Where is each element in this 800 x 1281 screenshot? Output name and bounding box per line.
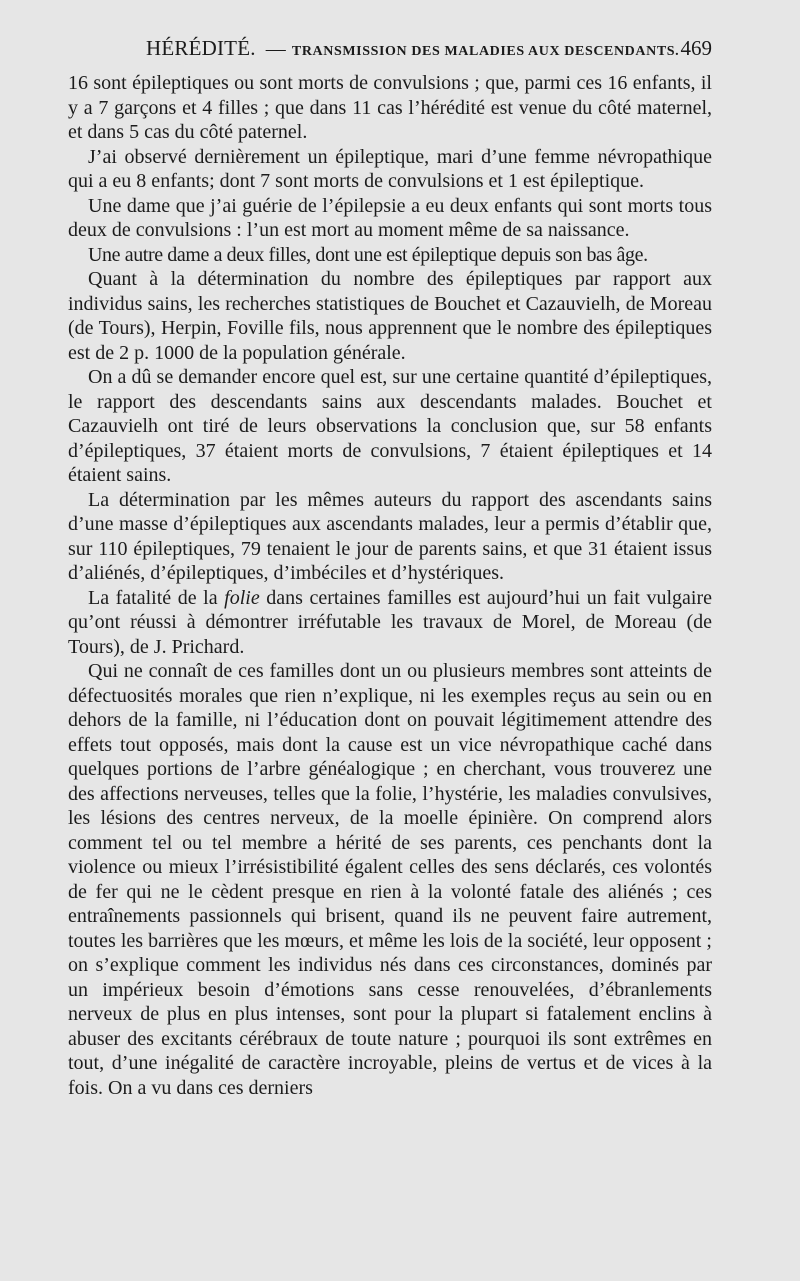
paragraph-text: Qui ne connaît de ces familles dont un ou plusieurs membres sont atteints de défectuosités morales que rien n’explique, ni les exemples reçus au sein ou en dehors de la famille, ni l’éducation dont on pouvait légitimement attendre des effets tout opposés, mais dont la cause est un vice névropathique caché dans quelques portions de l’arbre généalogique ; en cherchant, vous trouverez une des affections nerveuses, telles que la folie, l’hystérie, les maladies convulsives, les lésions des centres nerveux, de la moelle épinière. On comprend alors comment tel ou tel membre a hérité de ses parents, ces penchants dont la violence ou mieux l’irrésistibilité égalent celles des sens déclarés, ces volontés de fer qui ne le cèdent presque en rien à la volonté fatale des aliénés ; ces entraînements passionnels qui brisent, quand ils ne peuvent faire autrement, toutes les barrières que les mœurs, et même les lois de la société, leur opposent ; on s’explique comment les individus nés dans ces circonstances, dominés par un impérieux besoin d’émotions sans cesse renouvelées, d’ébranlements nerveux de plus en plus intenses, sont pour la plupart si fatalement enclins à abuser des excitants cérébraux de toute nature ; pourquoi ils sont extrêmes en tout, d’une inégalité de caractère incroyable, pleins de vertus et de vices à la fois. On a vu dans ces derniers [68,660,712,1099]
paragraph [68,488,712,586]
paragraph-text: dans certaines familles est aujourd’hui un fait vulgaire qu’ont réussi à démontrer irréfutable les travaux de Morel, de Moreau (de Tours), de J. Prichard. [68,586,713,658]
paragraph-text: Une dame que j’ai guérie de l’épilepsie a eu deux enfants qui sont morts tous deux de convulsions : l’un est mort au moment même de sa naissance. [68,194,712,241]
paragraph-text: Une autre dame a deux filles, dont une est épileptique depuis son bas âge. [88,243,648,266]
running-head-subtitle: TRANSMISSION DES MALADIES AUX DESCENDANTS. [291,44,680,59]
running-head [146,36,680,61]
italic-term: folie [224,586,260,609]
page-number: 469 [680,36,712,60]
paragraph [68,194,712,243]
body-text [68,71,712,1100]
paragraph [68,267,712,365]
paragraph-text: J’ai observé dernièrement un épileptique, mari d’une femme névropathique qui a eu 8 enfants; dont 7 sont morts de convulsions et 1 est épileptique. [68,145,712,192]
page-header [88,36,712,66]
paragraph [68,659,712,1100]
paragraph [68,365,712,488]
paragraph-text: 16 sont épileptiques ou sont morts de convulsions ; que, parmi ces 16 enfants, il y a 7 garçons et 4 filles ; que dans 11 cas l’hérédité est venue du côté maternel, et dans 5 cas du côté paternel. [68,72,712,143]
paragraph [68,243,712,268]
paragraph-text: On a dû se demander encore quel est, sur une certaine quantité d’épileptiques, le rapport des descendants sains aux descendants malades. Bouchet et Cazauvielh ont tiré de leurs observations la conclusion que, sur 58 enfants d’épileptiques, 37 étaient morts de convulsions, 7 étaient épileptiques et 14 étaient sains. [68,366,712,486]
running-head-dash: — [265,38,286,60]
running-head-title: HÉRÉDITÉ. [146,36,256,60]
paragraph [68,586,712,660]
paragraph [68,145,712,194]
paragraph [68,71,712,145]
paragraph-text: La fatalité de la [88,586,225,609]
paragraph-text: La détermination par les mêmes auteurs du rapport des ascendants sains d’une masse d’épileptiques aux ascendants malades, leur a permis d’établir que, sur 110 épileptiques, 79 tenaient le jour de parents sains, et que 31 étaient issus d’aliénés, d’épileptiques, d’imbéciles et d’hystériques. [68,488,712,584]
paragraph-text: Quant à la détermination du nombre des épileptiques par rapport aux individus sains, les recherches statistiques de Bouchet et Cazauvielh, de Moreau (de Tours), Herpin, Foville fils, nous apprennent que le nombre des épileptiques est de 2 p. 1000 de la population générale. [68,268,712,364]
